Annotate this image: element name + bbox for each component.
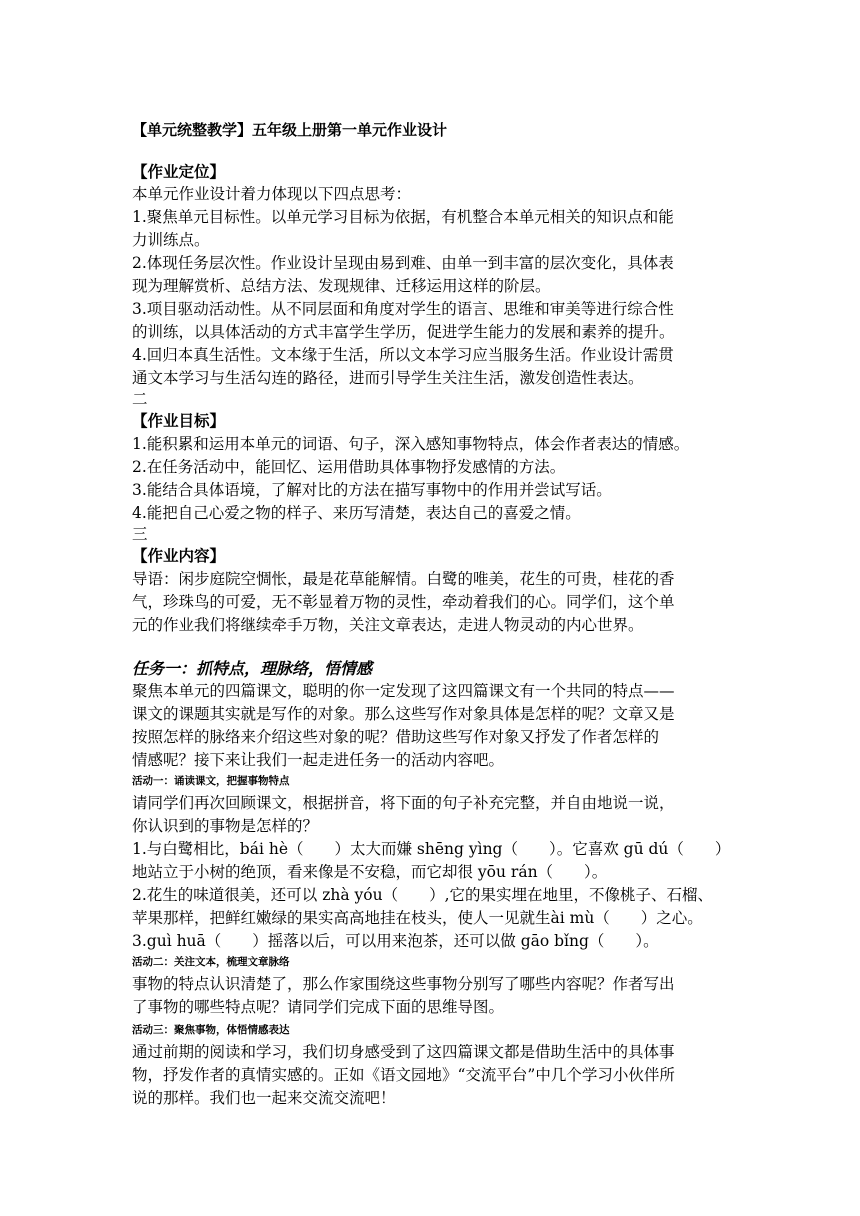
activity-line: 地站立于小树的绝顶，看来像是不安稳，而它却很 yōu rán（ ）。 — [132, 863, 608, 881]
activity-line: 1.与白鹭相比，bái hè（ ）太大而嫌 shēng yìng（ ）。它喜欢 gū dú（ ） — [132, 840, 731, 858]
activity-line: 苹果那样，把鲜红嫩绿的果实高高地挂在枝头，使人一见就生ài mù（ ）之心。 — [132, 909, 703, 927]
goal-line: 4.能把自己心爱之物的样子、来历写清楚，表达自己的喜爱之情。 — [132, 504, 581, 522]
document-title: 【单元统整教学】五年级上册第一单元作业设计 — [132, 121, 448, 139]
task-line: 聚焦本单元的四篇课文，聪明的你一定发现了这四篇课文有一个共同的特点—— — [132, 682, 675, 700]
intro-line: 元的作业我们将继续牵手万物，关注文章表达，走进人物灵动的内心世界。 — [132, 616, 644, 634]
activity-two-title: 活动二：关注文本，梳理文章脉络 — [132, 956, 290, 968]
paragraph-line: 通文本学习与生活勾连的路径，进而引导学生关注生活，激发创造性表达。 — [132, 369, 644, 387]
intro-line: 导语：闲步庭院空惆怅，最是花草能解情。白鹭的唯美，花生的可贵，桂花的香 — [132, 570, 675, 588]
paragraph-line: 3.项目驱动活动性。从不同层面和角度对学生的语言、思维和审美等进行综合性 — [132, 300, 674, 318]
task-line: 情感呢？接下来让我们一起走进任务一的活动内容吧。 — [132, 751, 505, 769]
intro-line: 气，珍珠鸟的可爱，无不彰显着万物的灵性，牵动着我们的心。同学们，这个单 — [132, 593, 675, 611]
paragraph-line: 本单元作业设计着力体现以下四点思考： — [132, 185, 412, 203]
section-heading-content: 【作业内容】 — [132, 547, 226, 565]
activity-line: 你认识到的事物是怎样的？ — [132, 817, 319, 835]
paragraph-line: 4.回归本真生活性。文本缘于生活，所以文本学习应当服务生活。作业设计需贯 — [132, 346, 674, 364]
activity-line: 3.guì huā（ ）摇落以后，可以用来泡茶，还可以做 gāo bǐng（ ）。 — [132, 932, 659, 950]
activity-one-title: 活动一：诵读课文，把握事物特点 — [132, 775, 290, 787]
activity-three-title: 活动三：聚焦事物，体悟情感表达 — [132, 1024, 290, 1036]
activity-line: 通过前期的阅读和学习，我们切身感受到了这四篇课文都是借助生活中的具体事 — [132, 1043, 675, 1061]
activity-line: 事物的特点认识清楚了，那么作家围绕这些事物分别写了哪些内容呢？作者写出 — [132, 975, 675, 993]
activity-line: 2.花生的味道很美，还可以 zhà yóu（ ）,它的果实埋在地里，不像桃子、石榴、 — [132, 886, 714, 904]
paragraph-line: 力训练点。 — [132, 231, 210, 249]
activity-line: 说的那样。我们也一起来交流交流吧！ — [132, 1089, 396, 1107]
section-number: 二 — [132, 390, 148, 408]
paragraph-line: 2.体现任务层次性。作业设计呈现由易到难、由单一到丰富的层次变化，具体表 — [132, 254, 674, 272]
goal-line: 2.在任务活动中，能回忆、运用借助具体事物抒发感情的方法。 — [132, 458, 566, 476]
paragraph-line: 现为理解赏析、总结方法、发现规律、迁移运用这样的阶层。 — [132, 277, 551, 295]
section-heading-goals: 【作业目标】 — [132, 412, 226, 430]
goal-line: 1.能积累和运用本单元的词语、句子，深入感知事物特点，体会作者表达的情感。 — [132, 435, 690, 453]
goal-line: 3.能结合具体语境，了解对比的方法在描写事物中的作用并尝试写话。 — [132, 481, 612, 499]
activity-line: 物，抒发作者的真情实感的。正如《语文园地》“交流平台”中几个学习小伙伴所 — [132, 1066, 675, 1084]
activity-line: 请同学们再次回顾课文，根据拼音，将下面的句子补充完整，并自由地说一说， — [132, 794, 675, 812]
section-heading-positioning: 【作业定位】 — [132, 163, 226, 181]
task-one-title: 任务一：抓特点，理脉络，悟情感 — [132, 659, 373, 678]
paragraph-line: 的训练，以具体活动的方式丰富学生学历，促进学生能力的发展和素养的提升。 — [132, 323, 675, 341]
activity-line: 了事物的哪些特点呢？请同学们完成下面的思维导图。 — [132, 998, 505, 1016]
section-number: 三 — [132, 525, 148, 543]
task-line: 课文的课题其实就是写作的对象。那么这些写作对象具体是怎样的呢？文章又是 — [132, 705, 675, 723]
paragraph-line: 1.聚焦单元目标性。以单元学习目标为依据，有机整合本单元相关的知识点和能 — [132, 208, 674, 226]
task-line: 按照怎样的脉络来介绍这些对象的呢？借助这些写作对象又抒发了作者怎样的 — [132, 728, 660, 746]
